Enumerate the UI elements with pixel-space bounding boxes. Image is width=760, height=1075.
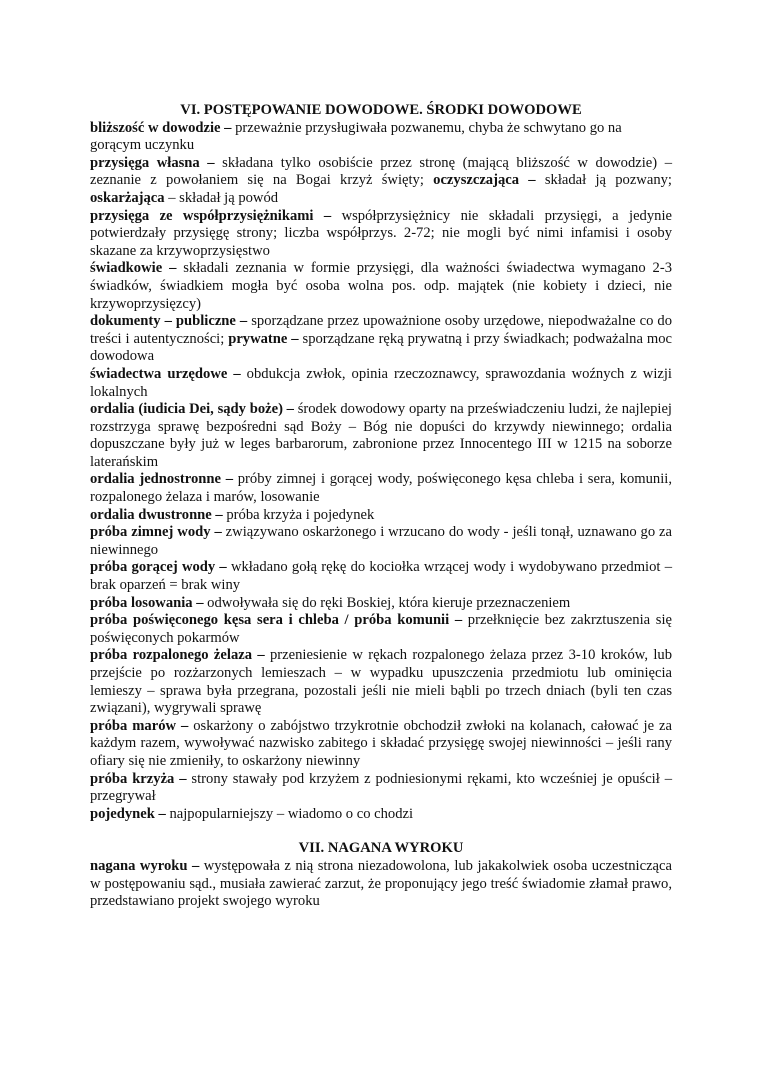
- entry-term: dokumenty – publiczne –: [90, 313, 248, 330]
- entry-term: próba gorącej wody –: [90, 559, 227, 576]
- definition-entry: [90, 771, 672, 806]
- entry-term: nagana wyroku –: [90, 857, 200, 874]
- entry-term: ordalia jednostronne –: [90, 471, 233, 488]
- entry-text: składali zeznania w formie przysięgi, dla ważności świadectwa wymagano 2-3 świadków, świadkiem mogła być osoba wolna pos. odp. majątek (nie kobiety i dzieci, nie krzywoprzysięzcy): [90, 260, 672, 312]
- definition-entry: [90, 120, 672, 155]
- definition-entry: [90, 718, 672, 771]
- entry-term: ordalia dwustronne –: [90, 506, 223, 523]
- entry-term: świadectwa urzędowe –: [90, 365, 241, 382]
- entry-text: współprzysiężnicy nie składali przysięgi, a jedynie potwierdzały przysięgę strony; liczba współprzys. 2-72; nie mogli być nimi infamisi i osoby skazane za krzywoprzysięstwo: [90, 207, 672, 259]
- section-body-judgment-appeal: [90, 858, 672, 911]
- entry-text: oskarżony o zabójstwo trzykrotnie obchodził zwłoki na kolanach, całować je za każdym razem, wywoływać nazwisko zabitego i składać przysięgę swojej niewinności – jeśli rany ofiary się nie zmieniły, to oskarżony niewinny: [90, 717, 672, 769]
- definition-entry: [90, 366, 672, 401]
- definition-entry: [90, 595, 672, 613]
- entry-term: próba krzyża –: [90, 770, 187, 787]
- definition-entry: [90, 559, 672, 594]
- entry-term: oczyszczająca –: [433, 172, 536, 189]
- definition-entry: [90, 313, 672, 366]
- definition-entry: [90, 647, 672, 717]
- entry-text: wkładano gołą rękę do kociołka wrzącej wody i wydobywano przedmiot – brak oparzeń = brak winy: [90, 559, 672, 594]
- definition-entry: [90, 524, 672, 559]
- document-page: [90, 102, 672, 911]
- entry-text: odwoływała się do ręki Boskiej, która kieruje przeznaczeniem: [203, 594, 571, 611]
- entry-term: próba zimnej wody –: [90, 524, 222, 541]
- entry-text: strony stawały pod krzyżem z podniesionymi rękami, kto wcześniej je opuścił – przegrywał: [90, 770, 672, 805]
- definition-entry: [90, 806, 672, 824]
- entry-text: środek dowodowy oparty na przeświadczeniu ludzi, że najlepiej rozstrzyga sprawę bezpośredni sąd Boży – Bóg nie dopuści do krzywdy niewinnego; ordalia dopuszczane były już w leges barbarorum, zabronione przez Innocentego III w 1215 na soborze laterańskim: [90, 401, 672, 470]
- definition-entry: [90, 507, 672, 525]
- entry-text: próba krzyża i pojedynek: [222, 506, 375, 523]
- entry-text: składał ją pozwany;: [535, 172, 672, 189]
- entry-term: próba marów –: [90, 717, 189, 734]
- entry-text: próby zimnej i gorącej wody, poświęconego kęsa chleba i sera, komunii, rozpalonego żelaza i marów, losowanie: [90, 471, 672, 506]
- definition-entry: [90, 858, 672, 911]
- entry-text: przełknięcie bez zakrztuszenia się poświęconych pokarmów: [90, 612, 672, 646]
- entry-text: obdukcja zwłok, opinia rzeczoznawcy, sprawozdania woźnych z wizji lokalnych: [90, 365, 672, 400]
- entry-term: przysięga ze współprzysiężnikami –: [90, 207, 332, 224]
- entry-text: sporządzane ręką prywatną i przy świadkach; podważalna moc dowodowa: [90, 330, 672, 365]
- entry-text: występowała z nią strona niezadowolona, lub jakakolwiek osoba uczestnicząca w postępowaniu sąd., musiała zawierać zarzut, że proponujący jego treść świadomie złamał prawo, przedstawiano projekt swojego wyroku: [90, 857, 672, 910]
- definition-entry: [90, 260, 672, 313]
- definition-entry: [90, 612, 672, 647]
- entry-term: bliższość w dowodzie –: [90, 119, 232, 136]
- definition-entry: [90, 155, 672, 208]
- entry-text: sporządzane przez upoważnione osoby urzędowe, niepodważalne co do treści i autentyczności;: [90, 313, 672, 347]
- entry-term: pojedynek –: [90, 805, 166, 822]
- section-body-evidence: [90, 120, 672, 824]
- definition-entry: [90, 471, 672, 506]
- entry-text: przeniesienie w rękach rozpalonego żelaza przez 3-10 kroków, lub przejście po rozżarzonych lemieszach – w wypadku upuszczenia przedmiotu lub ominięcia lemieszy – sprawa była przegrana, pozostali jeśli nie mieli bąbli po trzech dniach (byli ten czas związani), wygrywali sprawę: [90, 647, 672, 717]
- entry-term: próba poświęconego kęsa sera i chleba / próba komunii –: [90, 612, 463, 629]
- entry-text: składana tylko osobiście przez stronę (mającą bliższość w dowodzie) – zeznanie z powołaniem się na Bogai krzyż święty;: [90, 154, 672, 189]
- entry-text: przeważnie przysługiwała pozwanemu, chyba że schwytano go na gorącym uczynku: [90, 119, 622, 154]
- entry-term: przysięga własna –: [90, 154, 215, 171]
- section-heading-judgment-appeal: VII. NAGANA WYROKU: [298, 840, 464, 857]
- entry-text: najpopularniejszy – wiadomo o co chodzi: [165, 805, 414, 822]
- definition-entry: [90, 208, 672, 261]
- entry-term: ordalia (iudicia Dei, sądy boże) –: [90, 401, 294, 418]
- entry-term: próba rozpalonego żelaza –: [90, 647, 265, 664]
- entry-text: związywano oskarżonego i wrzucano do wody - jeśli tonął, uznawano go za niewinnego: [90, 524, 672, 558]
- entry-term: świadkowie –: [90, 260, 177, 277]
- entry-term: oskarżająca: [90, 189, 165, 206]
- section-heading-evidence: VI. POSTĘPOWANIE DOWODOWE. ŚRODKI DOWODOWE: [180, 102, 582, 118]
- entry-text: – składał ją powód: [164, 189, 279, 206]
- entry-term: prywatne –: [228, 330, 299, 347]
- definition-entry: [90, 401, 672, 471]
- entry-term: próba losowania –: [90, 594, 204, 611]
